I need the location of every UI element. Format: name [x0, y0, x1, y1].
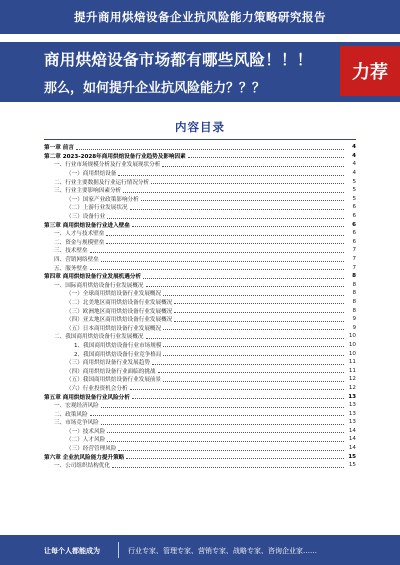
footer-tagline: 行业专家、管理专家、营销专家、战略专家、咨询企业家…… [128, 547, 317, 555]
toc-entry[interactable] [44, 203, 356, 212]
toc-entry[interactable] [44, 298, 356, 307]
toc-leader-dots [101, 403, 344, 408]
toc-leader-dots [106, 231, 344, 236]
toc-leader-dots [141, 196, 344, 201]
toc-entry-label: （三）欧洲地区商用烘焙设备行业发展概况 [66, 308, 173, 315]
toc-entry-page: 13 [348, 419, 356, 426]
toc-leader-dots [174, 317, 344, 322]
toc-entry[interactable] [44, 246, 356, 255]
toc-entry-page: 4 [352, 170, 356, 177]
toc-entry-page: 5 [352, 195, 356, 202]
toc-entry-label: （六）行业投资机会分析 [66, 385, 128, 392]
toc-entry[interactable] [44, 152, 356, 161]
toc-entry-page: 10 [348, 350, 356, 357]
toc-entry-label: 一、国际商用烘焙设备行业发展概况 [54, 282, 144, 289]
toc-leader-dots [151, 179, 344, 184]
toc-leader-dots [188, 153, 344, 158]
toc-entry[interactable] [44, 409, 356, 418]
toc-entry-label: （一）国家产业政策影响分析 [66, 196, 139, 203]
toc-entry-page: 13 [348, 402, 356, 409]
toc-entry-label: 二、行业主要数据及行业运行情况分析 [54, 179, 150, 186]
toc-leader-dots [126, 454, 344, 459]
toc-entry[interactable] [44, 186, 356, 195]
toc-entry-label: 二、我国商用烘焙设备行业发展概况 [54, 334, 144, 341]
toc-leader-dots [90, 411, 344, 416]
toc-entry-page: 8 [352, 307, 356, 314]
toc-entry[interactable] [44, 323, 356, 332]
header-bar [0, 0, 400, 34]
toc-entry-label: 三、市场竞争风险 [54, 420, 99, 427]
toc-leader-dots [90, 265, 344, 270]
toc-entry-label: 第六章 企业抗风险能力提升策略 [44, 454, 125, 461]
toc-entry-label: 二、政策风险 [54, 411, 88, 418]
toc-leader-dots [174, 299, 344, 304]
footer-divider [118, 542, 119, 558]
toc-entry-label: 一、公司组织结构优化 [54, 463, 110, 470]
toc-entry-page: 5 [352, 178, 356, 185]
toc-leader-dots [152, 360, 344, 365]
toc-leader-dots [123, 188, 344, 193]
brand-badge: 力荐 [340, 46, 400, 96]
toc-entry[interactable] [44, 444, 356, 453]
hero-subheadline: 那么，如何提升企业抗风险能力？？？ [44, 81, 266, 96]
toc-entry-label: （一）技术风险 [66, 428, 106, 435]
toc-leader-dots [143, 274, 344, 279]
toc-entry-page: 6 [352, 221, 356, 228]
toc-entry-page: 4 [352, 144, 356, 151]
toc-leader-dots [101, 257, 344, 262]
toc-entry[interactable] [44, 461, 356, 470]
toc-entry[interactable] [44, 349, 356, 358]
toc-leader-dots [118, 171, 344, 176]
toc-entry-label: 第四章 商用烘焙设备行业发展机遇分析 [44, 274, 142, 281]
toc-entry-label: 三、行业主要影响因素分析 [54, 188, 122, 195]
toc-leader-dots [101, 420, 344, 425]
toc-entry-page: 15 [348, 453, 356, 460]
toc-entry-page: 4 [352, 152, 356, 159]
footer-slogan: 让每个人都能成为 [44, 547, 100, 555]
toc-entry-page: 11 [348, 367, 356, 374]
toc-entry[interactable] [44, 427, 356, 436]
toc-entry-page: 14 [348, 445, 356, 452]
toc-entry[interactable] [44, 401, 356, 410]
toc-entry-label: 第二章 2023-2028年商用烘焙设备行业趋势及影响因素 [44, 153, 186, 160]
toc-leader-dots [130, 385, 344, 390]
toc-entry-page: 11 [348, 359, 356, 366]
toc-entry-page: 10 [348, 341, 356, 348]
toc-entry-page: 8 [352, 298, 356, 305]
toc-entry-label: （五）日本商用烘焙设备行业发展概况 [66, 325, 162, 332]
toc-entry-page: 7 [352, 247, 356, 254]
toc-entry[interactable] [44, 229, 356, 238]
toc-entry-page: 14 [348, 436, 356, 443]
toc-leader-dots [158, 368, 344, 373]
toc-entry-page: 8 [352, 281, 356, 288]
toc-entry-label: 四、营销网络壁垒 [54, 257, 99, 264]
toc-leader-dots [163, 342, 344, 347]
toc-entry-label: 二、资金与规模壁垒 [54, 239, 105, 246]
toc-entry[interactable] [44, 375, 356, 384]
toc-entry[interactable] [44, 392, 356, 401]
toc-leader-dots [174, 308, 344, 313]
toc-entry[interactable] [44, 195, 356, 204]
toc-entry-page: 14 [348, 427, 356, 434]
toc-leader-dots [118, 446, 344, 451]
toc-entry[interactable] [44, 143, 356, 152]
toc-entry-label: （一）商用烘焙设备 [66, 171, 117, 178]
toc-entry-label: 1、我国商用烘焙设备行业市场规模 [74, 342, 162, 349]
toc-leader-dots [107, 428, 344, 433]
toc-entry[interactable] [44, 332, 356, 341]
toc-entry-label: （二）上游行业发展状况 [66, 205, 128, 212]
toc-entry-label: 一、行业市场规模分析及行业发展现状分析 [54, 162, 161, 169]
toc-entry[interactable] [44, 281, 356, 290]
toc-entry[interactable] [44, 358, 356, 367]
toc-entry-page: 9 [352, 316, 356, 323]
toc-entry-page: 10 [348, 333, 356, 340]
toc-entry[interactable] [44, 435, 356, 444]
toc-entry[interactable] [44, 315, 356, 324]
toc-entry[interactable] [44, 272, 356, 281]
toc-leader-dots [76, 145, 344, 150]
toc-leader-dots [106, 239, 344, 244]
table-of-contents [44, 143, 356, 470]
toc-entry[interactable] [44, 306, 356, 315]
footer-bar [0, 535, 400, 565]
toc-divider [44, 139, 356, 140]
toc-leader-dots [162, 162, 344, 167]
toc-entry-label: 一、人才与技术壁垒 [54, 231, 105, 238]
toc-entry-page: 12 [348, 376, 356, 383]
toc-entry-page: 9 [352, 324, 356, 331]
toc-entry-page: 6 [352, 238, 356, 245]
toc-leader-dots [163, 351, 344, 356]
toc-entry-page: 8 [352, 290, 356, 297]
toc-leader-dots [163, 325, 344, 330]
toc-leader-dots [132, 222, 344, 227]
toc-entry-page: 7 [352, 256, 356, 263]
toc-entry-page: 4 [352, 161, 356, 168]
toc-entry-page: 13 [348, 410, 356, 417]
toc-leader-dots [146, 334, 344, 339]
toc-entry[interactable] [44, 384, 356, 393]
toc-entry-page: 6 [352, 213, 356, 220]
toc-entry[interactable] [44, 366, 356, 375]
toc-entry[interactable] [44, 238, 356, 247]
toc-entry[interactable] [44, 341, 356, 350]
toc-leader-dots [163, 291, 344, 296]
toc-entry-page: 6 [352, 230, 356, 237]
toc-entry[interactable] [44, 289, 356, 298]
toc-entry-label: （一）全球商用烘焙设备行业发展概况 [66, 291, 162, 298]
toc-entry[interactable] [44, 220, 356, 229]
toc-entry-label: 第一章 前言 [44, 145, 74, 152]
toc-entry[interactable] [44, 212, 356, 221]
toc-entry-label: 2、我国商用烘焙设备行业竞争格局 [74, 351, 162, 358]
toc-entry-page: 5 [352, 187, 356, 194]
toc-entry-page: 12 [348, 384, 356, 391]
toc-entry[interactable] [44, 263, 356, 272]
toc-leader-dots [146, 282, 344, 287]
toc-title: 内容目录 [175, 120, 225, 134]
toc-entry[interactable] [44, 160, 356, 169]
toc-entry-page: 7 [352, 264, 356, 271]
toc-entry[interactable] [44, 255, 356, 264]
toc-entry[interactable] [44, 177, 356, 186]
toc-leader-dots [130, 205, 344, 210]
toc-entry-label: （五）我国商用烘焙设备行业发展前景 [66, 377, 162, 384]
toc-entry[interactable] [44, 418, 356, 427]
toc-entry-label: 五、服务壁垒 [54, 265, 88, 272]
toc-entry-page: 6 [352, 204, 356, 211]
toc-leader-dots [107, 214, 344, 219]
toc-leader-dots [132, 394, 344, 399]
toc-leader-dots [163, 377, 344, 382]
toc-entry-label: （三）商用烘焙设备行业发展趋势 [66, 360, 150, 367]
toc-entry-label: （三）设备行业 [66, 214, 106, 221]
toc-entry-page: 15 [348, 462, 356, 469]
toc-entry-label: （二）人才风险 [66, 437, 106, 444]
toc-entry[interactable] [44, 452, 356, 461]
toc-entry-label: （三）经营管理风险 [66, 446, 117, 453]
toc-entry-label: （四）商用烘焙设备行业面临的挑战 [66, 368, 156, 375]
toc-entry-label: 第五章 商用烘焙设备行业风险分析 [44, 394, 130, 401]
toc-leader-dots [90, 248, 344, 253]
toc-entry-label: （二）北美地区商用烘焙设备行业发展概况 [66, 299, 173, 306]
toc-entry[interactable] [44, 169, 356, 178]
toc-entry-page: 8 [352, 273, 356, 280]
toc-entry-label: （四）亚太地区商用烘焙设备行业发展概况 [66, 317, 173, 324]
toc-entry-label: 三、技术壁垒 [54, 248, 88, 255]
hero-headline: 商用烘焙设备市场都有哪些风险！！！ [44, 51, 313, 69]
toc-leader-dots [112, 463, 344, 468]
toc-entry-label: 第三章 商用烘焙设备行业进入壁垒 [44, 222, 130, 229]
toc-entry-page: 13 [348, 393, 356, 400]
header-title: 提升商用烘焙设备企业抗风险能力策略研究报告 [74, 10, 326, 24]
toc-entry-label: 一、宏观经济风险 [54, 403, 99, 410]
toc-leader-dots [107, 437, 344, 442]
